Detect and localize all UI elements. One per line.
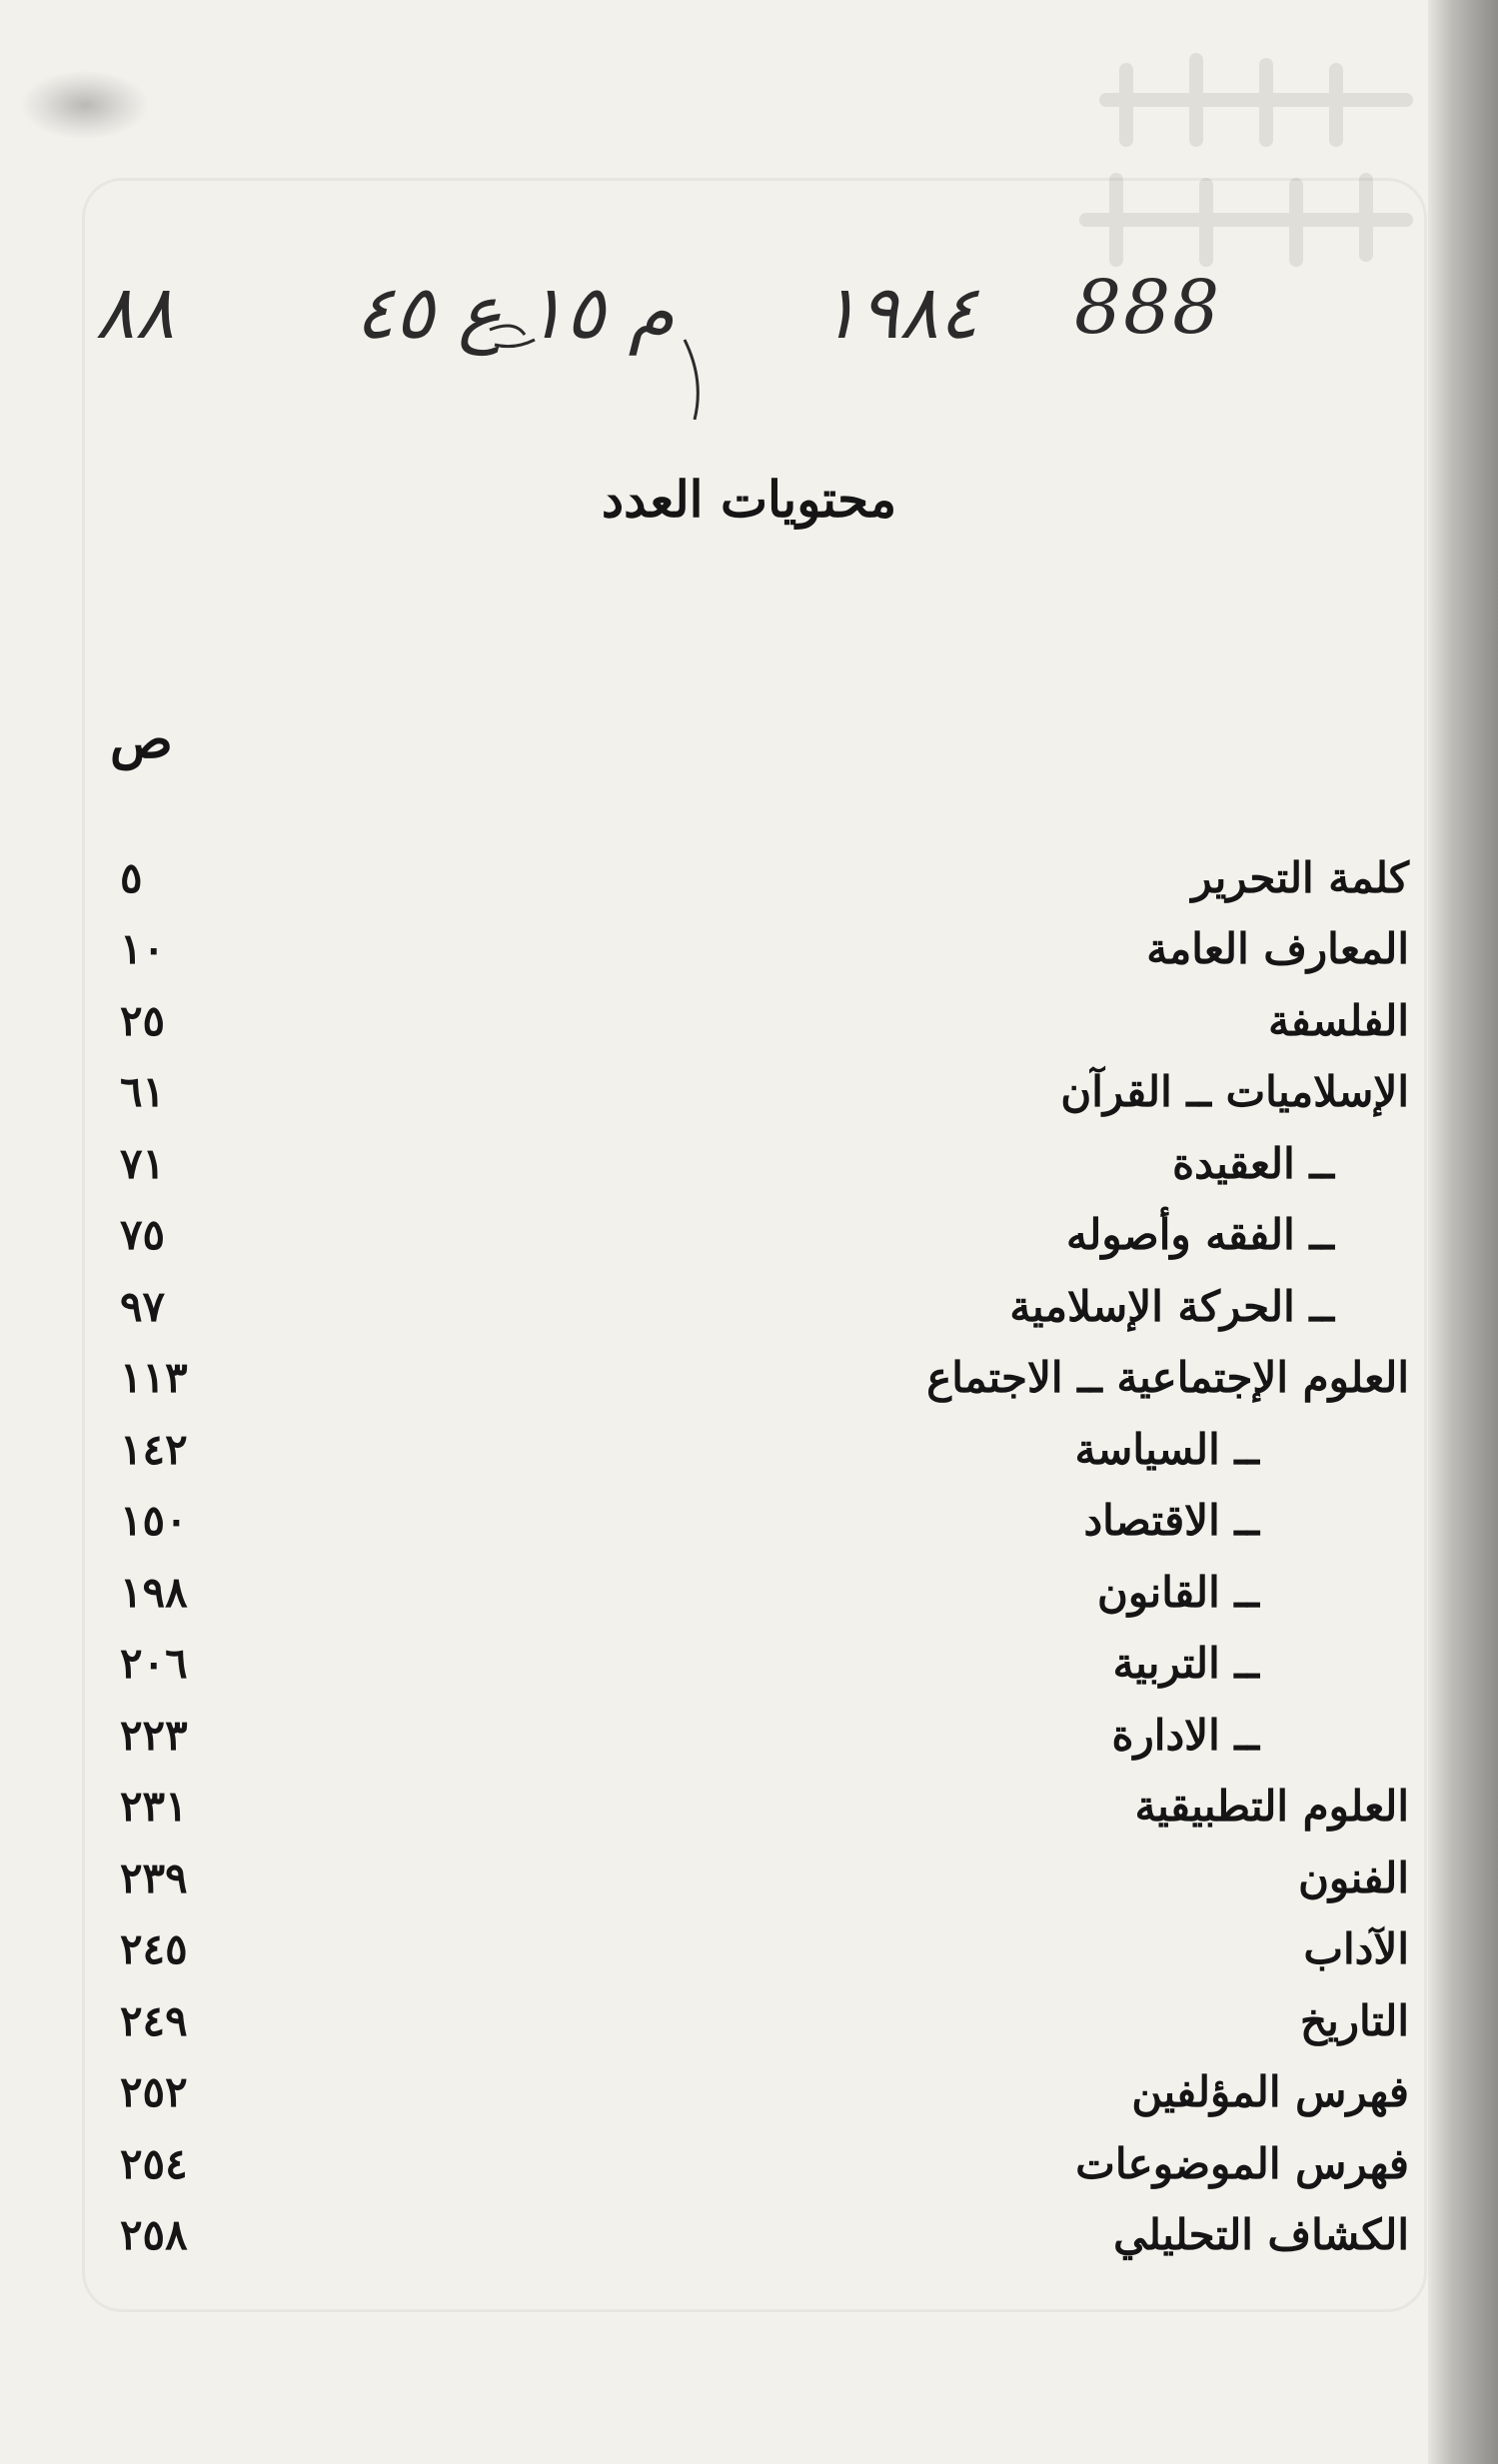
toc-entry-label: المعارف العامة [1146,924,1409,973]
toc-page-number: ٥ [120,852,143,902]
toc-page-number: ١٠ [120,924,166,973]
toc-row [120,913,1409,985]
toc-page-number: ٧١ [120,1138,166,1188]
toc-row [120,841,1409,913]
toc-row [120,1270,1409,1342]
toc-entry-label: التاريخ [1299,1995,1409,2045]
toc-page-number: ١١٣ [120,1353,188,1402]
toc-entry-label: الآداب [1303,1924,1409,1973]
ink-stain [20,70,150,140]
toc-page-number: ٩٧ [120,1281,166,1331]
toc-entry-label: كلمة التحرير [1191,852,1409,902]
toc-row [120,2127,1409,2199]
toc-row [120,1842,1409,1913]
toc-row [120,1699,1409,1771]
toc-row [120,1199,1409,1271]
toc-page-number: ٦١ [120,1067,166,1116]
toc-page-number: ٢٣٩ [120,1852,188,1902]
toc-page-number: ٢٢٣ [120,1710,188,1760]
toc-page-number: ٢٤٥ [120,1924,188,1973]
toc-entry-label: الإسلاميات ــ القرآن [1060,1067,1409,1116]
toc-row [120,1413,1409,1485]
toc-entry-label: العلوم التطبيقية [1134,1782,1409,1831]
toc-entry-label: ــ التربية [1112,1639,1259,1688]
handwritten-number-888: 888 [1074,265,1222,351]
toc-row [120,1628,1409,1700]
toc-row [120,1771,1409,1843]
toc-entry-label: فهرس الموضوعات [1075,2138,1409,2188]
toc-row [120,984,1409,1056]
toc-entry-label: ــ الاقتصاد [1083,1496,1259,1545]
handwritten-number-88: ٨٨ [95,270,175,356]
toc-entry-label: ــ الحركة الإسلامية [1009,1281,1334,1331]
toc-row [120,2056,1409,2128]
page-edge-shadow [1428,0,1498,2464]
toc-row [120,1913,1409,1985]
toc-entry-label: الفلسفة [1268,995,1409,1045]
toc-row [120,1127,1409,1199]
page-column-label: ص [110,709,173,770]
toc-page-number: ٢٣١ [120,1782,188,1831]
toc-entry-label: ــ العقيدة [1172,1138,1334,1188]
toc-row [120,1485,1409,1557]
toc-page-number: ٢٤٩ [120,1995,188,2045]
page-title: محتويات العدد [601,470,897,529]
toc-entry-label: فهرس المؤلفين [1131,2067,1409,2116]
toc-page-number: ٧٥ [120,1210,166,1259]
toc-entry-label: ــ الفقه وأصوله [1066,1210,1334,1259]
toc-page-number: ١٩٨ [120,1567,188,1617]
toc-entry-label: ــ السياسة [1074,1424,1259,1474]
toc-entry-label: الكشاف التحليلي [1113,2210,1409,2259]
toc-page-number: ١٥٠ [120,1496,188,1545]
toc-page-number: ٢٥ [120,995,166,1045]
toc-row [120,1984,1409,2056]
toc-row [120,2199,1409,2271]
toc-row [120,1056,1409,1128]
toc-page-number: ٢٠٦ [120,1639,188,1688]
toc-entry-label: ــ الادارة [1111,1710,1259,1760]
toc-entry-label: الفنون [1298,1852,1409,1902]
toc-page-number: ١٤٢ [120,1424,188,1474]
toc-entry-label: ــ القانون [1097,1567,1259,1617]
toc-row [120,1342,1409,1414]
toc-page-number: ٢٥٤ [120,2138,188,2188]
toc-row [120,1556,1409,1628]
toc-page-number: ٢٥٢ [120,2067,188,2116]
handwritten-year: ١٩٨٤ [819,270,978,356]
toc-page-number: ٢٥٨ [120,2210,188,2259]
toc-entry-label: العلوم الإجتماعية ــ الاجتماع [926,1353,1409,1402]
handwritten-volume-issue: م ١٥ ع ٤٥ [355,270,675,356]
